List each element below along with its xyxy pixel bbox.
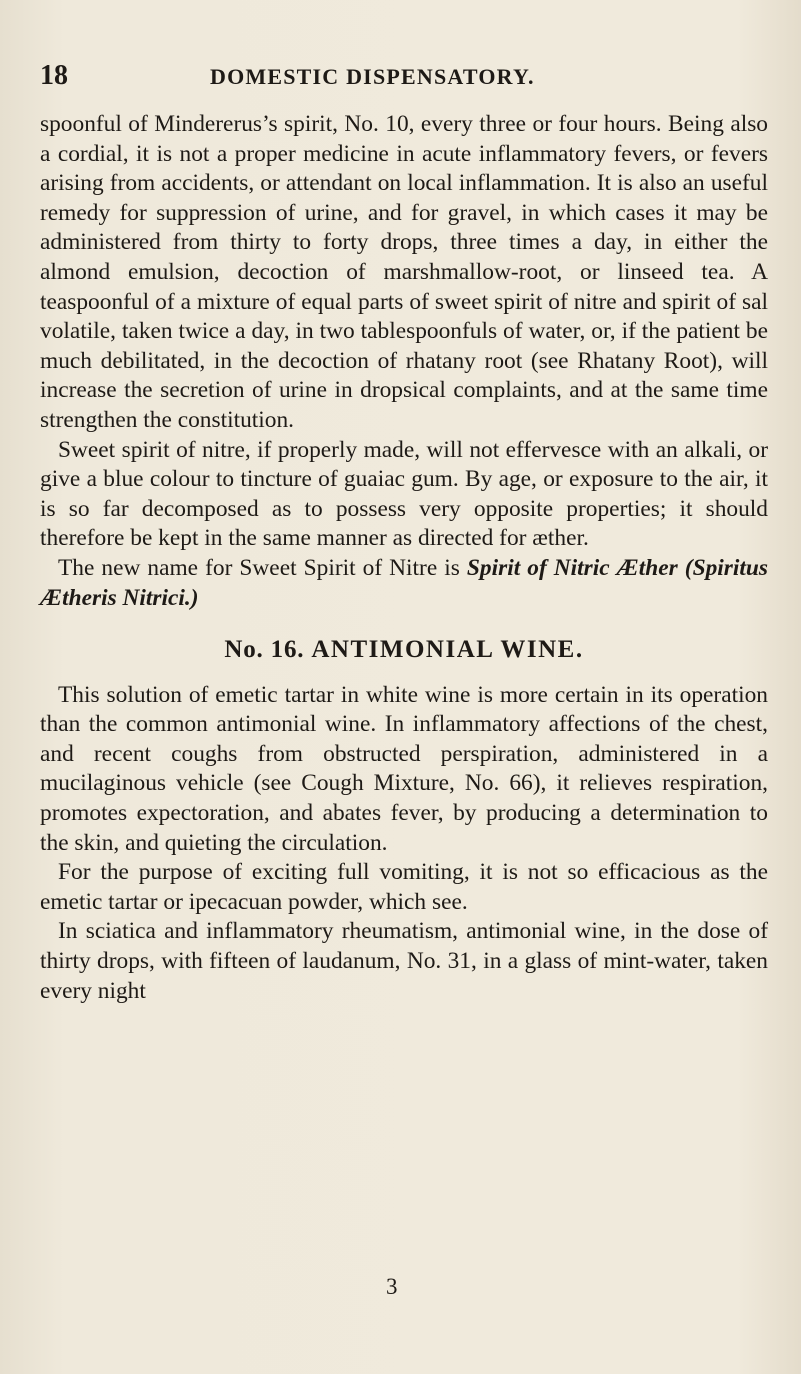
running-head: DOMESTIC DISPENSATORY. bbox=[210, 64, 535, 89]
paragraph: This solution of emetic tartar in white wine is more certain in its operation than the common antimonial wine. In inflammatory affections of the chest, and recent coughs from obstructed perspiration, administered in a mucilaginous vehicle (see Cough Mixture, No. 66), it relieves respiration, promotes expectoration, and abates fever, by producing a determination to the skin, and quieting the circulation. bbox=[40, 681, 768, 856]
new-name-text: The new name for Sweet Spirit of Nitre is bbox=[58, 554, 467, 581]
paragraph: Sweet spirit of nitre, if properly made, will not effervesce with an alkali, or give a blue colour to tincture of guaiac gum. By age, or exposure to the air, it is so far decomposed as to possess very opposite properties; it should therefore be kept in the same manner as directed for æther. bbox=[40, 436, 768, 552]
body-text bbox=[40, 110, 768, 1006]
signature-mark: 3 bbox=[386, 1274, 398, 1299]
section-title: ANTIMONIAL WINE. bbox=[311, 636, 584, 664]
page-header bbox=[40, 60, 768, 96]
paragraph-continued: spoonful of Mindererus’s spirit, No. 10, every three or four hours. Being also a cordial, it is not a proper medicine in acute inflammatory fevers, or fevers arising from accidents, or attendant on local inflammation. It is also an useful remedy for suppression of urine, and for gravel, in which cases it may be administered from thirty to forty drops, three times a day, in either the almond emulsion, decoction of marshmallow-root, or linseed tea. A teaspoonful of a mixture of equal parts of sweet spirit of nitre and spirit of sal volatile, taken twice a day, in two tablespoonfuls of water, or, if the patient be much debilitated, in the decoction of rhatany root (see Rhatany Root), will increase the secretion of urine in dropsical complaints, and at the same time strengthen the constitution. bbox=[40, 111, 768, 433]
paragraph-new-name bbox=[40, 554, 768, 613]
section-number: No. 16. bbox=[224, 636, 305, 664]
page-number: 18 bbox=[40, 60, 68, 91]
paragraph: For the purpose of exciting full vomiting, it is not so efficacious as the emetic tartar or ipecacuan powder, which see. bbox=[40, 859, 768, 915]
section-heading bbox=[40, 635, 768, 665]
paragraph: In sciatica and inflammatory rheumatism, antimonial wine, in the dose of thirty drops, with fifteen of laudanum, No. 31, in a glass of mint-water, taken every night bbox=[40, 918, 768, 1004]
new-name-italic: Spirit of Nitric Æther (Spiritus Ætheris Nitrici.) bbox=[40, 554, 768, 611]
